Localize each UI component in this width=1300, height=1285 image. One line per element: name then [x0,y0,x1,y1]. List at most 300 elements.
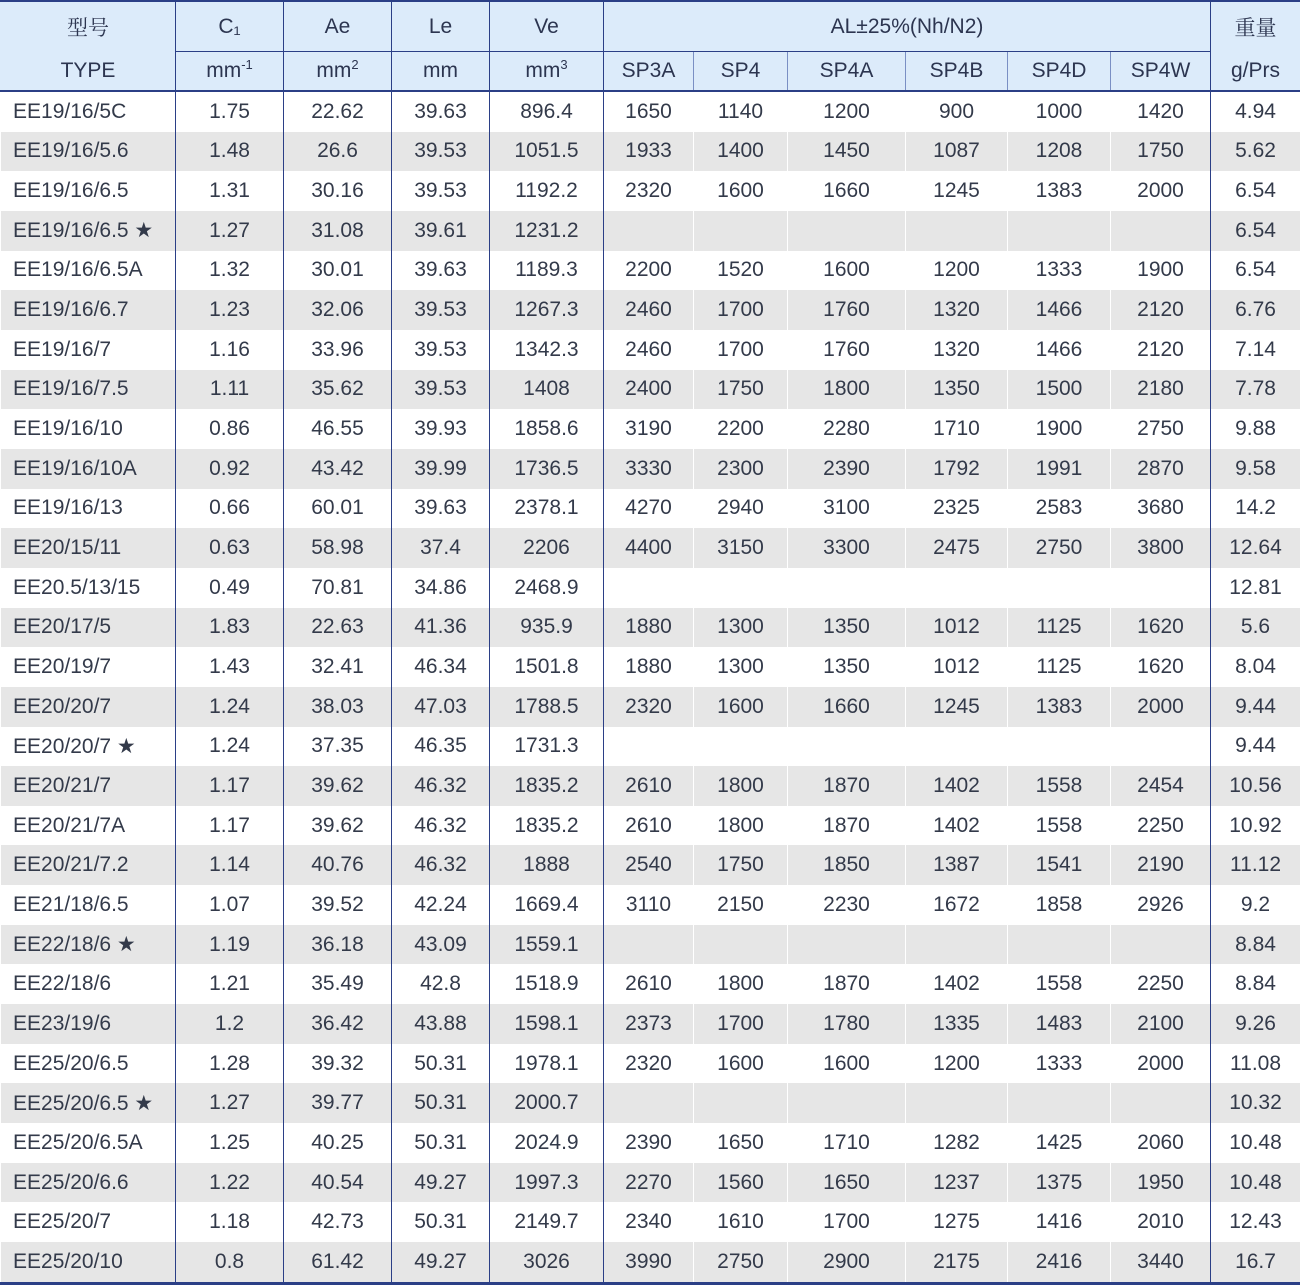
cell-weight: 10.92 [1211,806,1300,846]
cell-ve: 2378.1 [490,489,604,529]
cell-sp4d: 1558 [1008,964,1111,1004]
cell-type: EE23/19/6 [1,1004,176,1044]
cell-sp4w: 3440 [1111,1242,1211,1283]
cell-sp4a: 2390 [788,449,906,489]
cell-sp3a [604,568,694,608]
cell-type: EE19/16/6.5 ★ [1,211,176,251]
cell-sp4: 3150 [694,528,788,568]
table-row [1,489,1300,529]
cell-sp4d: 1991 [1008,449,1111,489]
cell-sp4a: 1660 [788,687,906,727]
cell-sp4a: 1710 [788,1123,906,1163]
cell-sp4a: 1650 [788,1163,906,1203]
cell-sp4: 1750 [694,370,788,410]
cell-ae: 70.81 [284,568,392,608]
cell-sp3a: 1880 [604,647,694,687]
cell-ve: 1231.2 [490,211,604,251]
cell-sp4d [1008,727,1111,767]
table-row [1,845,1300,885]
table-row [1,171,1300,211]
cell-ve: 2468.9 [490,568,604,608]
cell-sp4: 1800 [694,964,788,1004]
cell-weight: 8.84 [1211,925,1300,965]
cell-type: EE25/20/6.5A [1,1123,176,1163]
cell-sp3a: 1880 [604,608,694,648]
cell-sp4b: 1200 [906,1044,1008,1084]
cell-c1: 1.48 [176,132,284,172]
cell-sp4b: 1237 [906,1163,1008,1203]
cell-sp3a: 2400 [604,370,694,410]
table-row [1,370,1300,410]
cell-ae: 43.42 [284,449,392,489]
table-row [1,409,1300,449]
cell-le: 43.09 [392,925,490,965]
table-row [1,1163,1300,1203]
cell-sp4w: 2180 [1111,370,1211,410]
cell-ae: 30.16 [284,171,392,211]
cell-sp4b [906,1083,1008,1123]
cell-c1: 1.27 [176,211,284,251]
cell-sp3a: 3110 [604,885,694,925]
cell-ae: 60.01 [284,489,392,529]
cell-ve: 1835.2 [490,806,604,846]
cell-sp4: 2940 [694,489,788,529]
cell-sp4w: 2010 [1111,1202,1211,1242]
cell-sp4b: 2475 [906,528,1008,568]
cell-sp4a: 1600 [788,251,906,291]
cell-ve: 1408 [490,370,604,410]
cell-sp4a [788,568,906,608]
header-ae-unit: $mm^2$ [284,52,392,92]
cell-c1: 1.24 [176,687,284,727]
cell-sp4a [788,211,906,251]
cell-sp3a [604,1083,694,1123]
cell-sp4a: 1350 [788,647,906,687]
cell-sp4b: 900 [906,91,1008,132]
header-ve: Ve [490,1,604,52]
cell-le: 46.34 [392,647,490,687]
cell-le: 46.32 [392,845,490,885]
cell-le: 34.86 [392,568,490,608]
cell-sp4b: 1672 [906,885,1008,925]
cell-ve: 1192.2 [490,171,604,211]
cell-ve: 2000.7 [490,1083,604,1123]
cell-sp4b: 1335 [906,1004,1008,1044]
cell-sp4: 1700 [694,330,788,370]
cell-ve: 1858.6 [490,409,604,449]
cell-type: EE20/20/7 [1,687,176,727]
cell-ve: 1267.3 [490,290,604,330]
cell-sp4: 1800 [694,766,788,806]
cell-sp4b: 1402 [906,766,1008,806]
header-le-unit: mm [392,52,490,92]
cell-sp4b: 1402 [906,964,1008,1004]
cell-sp4d: 1000 [1008,91,1111,132]
cell-sp4: 1560 [694,1163,788,1203]
table-row [1,885,1300,925]
cell-c1: 0.49 [176,568,284,608]
cell-sp4: 1400 [694,132,788,172]
header-al-sp4b: SP4B [906,52,1008,92]
table-row [1,806,1300,846]
cell-type: EE21/18/6.5 [1,885,176,925]
cell-ve: 2024.9 [490,1123,604,1163]
header-ae: Ae [284,1,392,52]
cell-ae: 39.62 [284,806,392,846]
cell-sp4w: 2870 [1111,449,1211,489]
cell-sp4d: 1483 [1008,1004,1111,1044]
cell-le: 47.03 [392,687,490,727]
cell-ae: 39.52 [284,885,392,925]
cell-sp4w: 2100 [1111,1004,1211,1044]
cell-weight: 7.78 [1211,370,1300,410]
cell-le: 50.31 [392,1123,490,1163]
cell-ae: 36.42 [284,1004,392,1044]
cell-sp4b: 1245 [906,171,1008,211]
cell-le: 42.8 [392,964,490,1004]
cell-ve: 1669.4 [490,885,604,925]
cell-sp4 [694,568,788,608]
table-row [1,925,1300,965]
cell-sp4: 1700 [694,290,788,330]
cell-sp4a: 3300 [788,528,906,568]
cell-c1: 1.75 [176,91,284,132]
cell-sp3a: 2270 [604,1163,694,1203]
cell-sp4d: 1466 [1008,290,1111,330]
cell-le: 39.63 [392,489,490,529]
cell-c1: 1.17 [176,806,284,846]
cell-sp4a: 1760 [788,290,906,330]
cell-sp4: 1300 [694,647,788,687]
cell-ve: 1051.5 [490,132,604,172]
cell-weight: 9.44 [1211,727,1300,767]
cell-sp4w: 2454 [1111,766,1211,806]
cell-le: 39.93 [392,409,490,449]
cell-sp4b: 1012 [906,608,1008,648]
cell-sp4w [1111,568,1211,608]
cell-type: EE19/16/13 [1,489,176,529]
cell-weight: 11.08 [1211,1044,1300,1084]
cell-ae: 40.76 [284,845,392,885]
cell-sp4w: 2250 [1111,806,1211,846]
cell-c1: 1.11 [176,370,284,410]
cell-c1: 0.66 [176,489,284,529]
cell-ve: 1731.3 [490,727,604,767]
cell-sp4 [694,211,788,251]
cell-sp4w: 2926 [1111,885,1211,925]
cell-c1: 1.16 [176,330,284,370]
cell-sp4w: 2120 [1111,330,1211,370]
cell-c1: 1.43 [176,647,284,687]
cell-sp4d: 1333 [1008,1044,1111,1084]
cell-ve: 1888 [490,845,604,885]
cell-c1: 1.23 [176,290,284,330]
cell-ae: 42.73 [284,1202,392,1242]
cell-sp3a: 2320 [604,171,694,211]
header-al-sp3a: SP3A [604,52,694,92]
cell-ve: 1835.2 [490,766,604,806]
cell-type: EE19/16/10 [1,409,176,449]
cell-sp4a: 1450 [788,132,906,172]
cell-type: EE25/20/7 [1,1202,176,1242]
cell-c1: 1.22 [176,1163,284,1203]
cell-type: EE25/20/6.6 [1,1163,176,1203]
table-row [1,647,1300,687]
cell-ae: 26.6 [284,132,392,172]
cell-type: EE19/16/10A [1,449,176,489]
cell-le: 39.63 [392,91,490,132]
header-weight-unit: g/Prs [1211,52,1300,92]
cell-sp4d [1008,211,1111,251]
cell-sp4: 1750 [694,845,788,885]
cell-le: 39.99 [392,449,490,489]
cell-le: 46.32 [392,766,490,806]
cell-le: 39.53 [392,171,490,211]
cell-sp4: 1610 [694,1202,788,1242]
cell-sp4d: 1383 [1008,687,1111,727]
table-header [1,1,1300,91]
cell-ae: 36.18 [284,925,392,965]
cell-ve: 1189.3 [490,251,604,291]
cell-weight: 6.54 [1211,251,1300,291]
header-type-cn: 型号 [1,1,176,52]
cell-sp4w: 2250 [1111,964,1211,1004]
cell-type: EE20/21/7 [1,766,176,806]
cell-sp4b: 1245 [906,687,1008,727]
cell-sp4: 1650 [694,1123,788,1163]
cell-c1: 1.07 [176,885,284,925]
header-al-sp4a: SP4A [788,52,906,92]
cell-sp4w: 1620 [1111,647,1211,687]
cell-sp3a: 2540 [604,845,694,885]
cell-type: EE20/19/7 [1,647,176,687]
cell-ae: 58.98 [284,528,392,568]
cell-ve: 1788.5 [490,687,604,727]
cell-type: EE22/18/6 ★ [1,925,176,965]
cell-sp4b: 1402 [906,806,1008,846]
cell-ve: 896.4 [490,91,604,132]
cell-sp4d: 1208 [1008,132,1111,172]
cell-ve: 1518.9 [490,964,604,1004]
cell-type: EE20/21/7.2 [1,845,176,885]
header-weight: 重量 [1211,1,1300,52]
header-c1: C₁ [176,1,284,52]
cell-sp4w: 3680 [1111,489,1211,529]
cell-weight: 16.7 [1211,1242,1300,1283]
cell-sp4d: 1858 [1008,885,1111,925]
cell-sp4a: 1850 [788,845,906,885]
cell-sp4d: 1425 [1008,1123,1111,1163]
cell-sp4w [1111,1083,1211,1123]
cell-sp4d: 1125 [1008,608,1111,648]
cell-ve: 935.9 [490,608,604,648]
cell-ae: 32.06 [284,290,392,330]
cell-type: EE19/16/7.5 [1,370,176,410]
table-row [1,964,1300,1004]
cell-ae: 38.03 [284,687,392,727]
cell-ae: 22.62 [284,91,392,132]
cell-sp4: 1600 [694,171,788,211]
cell-sp4a: 1870 [788,964,906,1004]
cell-sp4d [1008,1083,1111,1123]
cell-weight: 10.48 [1211,1123,1300,1163]
cell-sp4w [1111,727,1211,767]
cell-ve: 1501.8 [490,647,604,687]
cell-type: EE19/16/5C [1,91,176,132]
cell-weight: 9.2 [1211,885,1300,925]
cell-sp3a: 4400 [604,528,694,568]
cell-c1: 1.21 [176,964,284,1004]
cell-sp4a: 2280 [788,409,906,449]
cell-sp4d: 1541 [1008,845,1111,885]
cell-type: EE20/20/7 ★ [1,727,176,767]
cell-sp4b [906,925,1008,965]
cell-sp4d: 2750 [1008,528,1111,568]
cell-sp4: 1300 [694,608,788,648]
cell-sp4d: 1383 [1008,171,1111,211]
table-row [1,766,1300,806]
table-row [1,568,1300,608]
cell-ae: 31.08 [284,211,392,251]
cell-sp3a: 3330 [604,449,694,489]
cell-sp3a: 2460 [604,330,694,370]
cell-weight: 5.62 [1211,132,1300,172]
header-al-sp4: SP4 [694,52,788,92]
cell-c1: 1.24 [176,727,284,767]
table-row [1,528,1300,568]
header-c1-unit: $mm^{-1}$ [176,52,284,92]
table-row [1,1004,1300,1044]
cell-sp4w: 1750 [1111,132,1211,172]
cell-sp4: 1600 [694,687,788,727]
cell-le: 46.32 [392,806,490,846]
cell-type: EE22/18/6 [1,964,176,1004]
cell-le: 46.35 [392,727,490,767]
table-row [1,91,1300,132]
cell-sp4b: 1387 [906,845,1008,885]
cell-sp4d: 1466 [1008,330,1111,370]
cell-ae: 35.49 [284,964,392,1004]
cell-sp4: 1700 [694,1004,788,1044]
cell-type: EE19/16/6.5 [1,171,176,211]
table-body [1,91,1300,1283]
header-type-en: TYPE [1,52,176,92]
cell-type: EE20.5/13/15 [1,568,176,608]
cell-sp4b: 1275 [906,1202,1008,1242]
cell-ve: 1559.1 [490,925,604,965]
cell-weight: 12.81 [1211,568,1300,608]
cell-sp4b: 1350 [906,370,1008,410]
table-row [1,211,1300,251]
cell-weight: 8.84 [1211,964,1300,1004]
table-row [1,1044,1300,1084]
cell-le: 41.36 [392,608,490,648]
cell-sp4d [1008,568,1111,608]
cell-sp4a: 1870 [788,766,906,806]
cell-sp4b: 1282 [906,1123,1008,1163]
cell-sp4a [788,925,906,965]
cell-ve: 2206 [490,528,604,568]
cell-ae: 40.25 [284,1123,392,1163]
cell-sp4a: 3100 [788,489,906,529]
cell-sp4a [788,727,906,767]
cell-sp4b: 2325 [906,489,1008,529]
header-al-sp4w: SP4W [1111,52,1211,92]
cell-ve: 1598.1 [490,1004,604,1044]
cell-c1: 0.8 [176,1242,284,1283]
cell-sp4d: 1558 [1008,766,1111,806]
cell-ae: 32.41 [284,647,392,687]
cell-sp4a: 1350 [788,608,906,648]
cell-le: 39.61 [392,211,490,251]
table-row [1,251,1300,291]
cell-sp4w: 2000 [1111,1044,1211,1084]
cell-c1: 1.25 [176,1123,284,1163]
cell-ae: 22.63 [284,608,392,648]
cell-sp3a: 2610 [604,766,694,806]
cell-le: 39.63 [392,251,490,291]
cell-sp4w: 2000 [1111,171,1211,211]
cell-sp4d: 1500 [1008,370,1111,410]
cell-c1: 1.18 [176,1202,284,1242]
cell-sp4: 2750 [694,1242,788,1283]
cell-ae: 46.55 [284,409,392,449]
cell-sp4 [694,1083,788,1123]
cell-le: 50.31 [392,1044,490,1084]
cell-sp4a: 1760 [788,330,906,370]
cell-sp4w: 1420 [1111,91,1211,132]
cell-weight: 6.54 [1211,171,1300,211]
cell-sp4a [788,1083,906,1123]
cell-sp4b: 1792 [906,449,1008,489]
cell-sp3a: 3990 [604,1242,694,1283]
cell-weight: 5.6 [1211,608,1300,648]
table-row [1,1202,1300,1242]
cell-ae: 39.77 [284,1083,392,1123]
cell-sp4a: 1660 [788,171,906,211]
cell-le: 39.53 [392,132,490,172]
cell-sp4b: 1710 [906,409,1008,449]
cell-sp3a: 4270 [604,489,694,529]
cell-sp4w: 2120 [1111,290,1211,330]
cell-sp4d: 1558 [1008,806,1111,846]
cell-c1: 1.83 [176,608,284,648]
cell-le: 50.31 [392,1202,490,1242]
cell-c1: 0.63 [176,528,284,568]
cell-ve: 1342.3 [490,330,604,370]
cell-ve: 3026 [490,1242,604,1283]
cell-c1: 0.92 [176,449,284,489]
cell-le: 49.27 [392,1242,490,1283]
cell-weight: 11.12 [1211,845,1300,885]
cell-le: 39.53 [392,330,490,370]
cell-weight: 8.04 [1211,647,1300,687]
cell-sp4b [906,727,1008,767]
cell-weight: 10.48 [1211,1163,1300,1203]
cell-ae: 40.54 [284,1163,392,1203]
cell-sp4a: 1780 [788,1004,906,1044]
cell-sp4w [1111,211,1211,251]
cell-sp3a [604,727,694,767]
cell-sp3a [604,211,694,251]
cell-sp3a: 2610 [604,806,694,846]
cell-sp4b: 2175 [906,1242,1008,1283]
cell-sp4b: 1200 [906,251,1008,291]
cell-type: EE19/16/6.5A [1,251,176,291]
cell-sp4: 1140 [694,91,788,132]
cell-ae: 61.42 [284,1242,392,1283]
cell-type: EE19/16/5.6 [1,132,176,172]
